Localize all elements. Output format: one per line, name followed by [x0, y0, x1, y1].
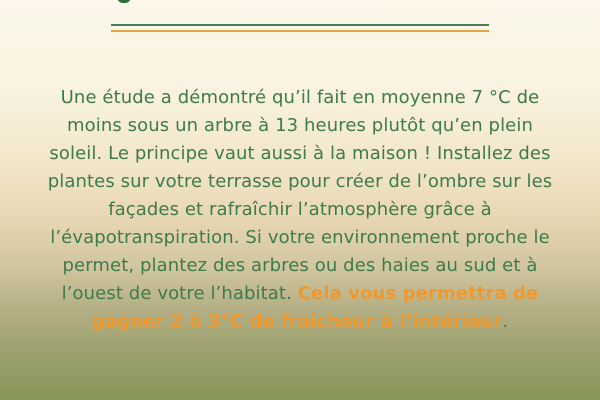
text-segment-green: l’ouest de votre l’habitat.	[61, 283, 298, 304]
body-line	[0, 280, 600, 308]
body-line	[0, 196, 600, 224]
text-segment-green: permet, plantez des arbres ou des haies au sud et à	[62, 255, 538, 276]
divider-line-green	[111, 24, 489, 26]
body-line	[0, 252, 600, 280]
cropped-title-fragment	[117, 0, 131, 3]
body-line	[0, 140, 600, 168]
text-segment-green: l’évapotranspiration. Si votre environnement proche le	[50, 227, 550, 248]
divider-line-orange	[111, 30, 489, 32]
text-segment-orange: gagner 2 à 3°C de fraîcheur à l’intérieur	[91, 311, 503, 332]
body-line	[0, 112, 600, 140]
body-line	[0, 168, 600, 196]
text-segment-green: Une étude a démontré qu’il fait en moyenne 7 °C de	[60, 87, 540, 108]
text-segment-green: plantes sur votre terrasse pour créer de l’ombre sur les	[47, 171, 553, 192]
text-segment-orange: Cela vous permettra de	[297, 283, 539, 304]
body-text	[0, 84, 600, 336]
text-segment-green: façades et rafraîchir l’atmosphère grâce à	[108, 199, 492, 220]
body-line	[0, 308, 600, 336]
body-line	[0, 84, 600, 112]
divider-lines	[111, 24, 489, 32]
text-segment-green: .	[502, 311, 509, 332]
text-segment-green: soleil. Le principe vaut aussi à la maison ! Installez des	[49, 143, 551, 164]
text-segment-green: moins sous un arbre à 13 heures plutôt qu’en plein	[67, 115, 533, 136]
body-line	[0, 224, 600, 252]
